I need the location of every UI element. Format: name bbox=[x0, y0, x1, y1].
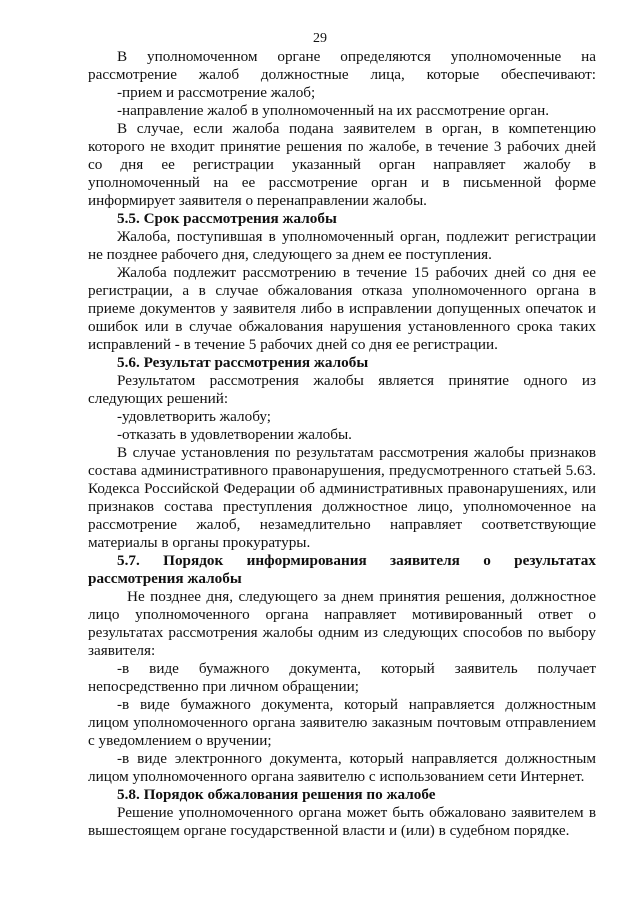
text-line: материалы в органы прокуратуры. bbox=[88, 534, 311, 551]
text-line: рассмотрение жалоб должностные лица, которые обеспечивают: bbox=[88, 66, 596, 83]
text-line: Жалоба подлежит рассмотрению в течение 15 рабочих дней со дня ее bbox=[117, 264, 596, 281]
text-line: результатах рассмотрения жалобы одним из следующих способов по выбору bbox=[88, 624, 596, 641]
text-line: не позднее рабочего дня, следующего за днем ее поступления. bbox=[88, 246, 492, 263]
text-line: уполномоченный на ее рассмотрение орган и в письменной форме bbox=[88, 174, 596, 191]
text-line: Решение уполномоченного органа может быть обжаловано заявителем в bbox=[117, 804, 596, 821]
text-line: Жалоба, поступившая в уполномоченный орган, подлежит регистрации bbox=[117, 228, 596, 245]
text-line: регистрации, а в случае обжалования отказа уполномоченного органа в bbox=[88, 282, 596, 299]
text-line: лицом уполномоченного органа заявителю заказным почтовым отправлением bbox=[88, 714, 596, 731]
text-line: Результатом рассмотрения жалобы является принятие одного из bbox=[117, 372, 596, 389]
text-line: -отказать в удовлетворении жалобы. bbox=[117, 426, 352, 443]
text-line: рассмотрение жалоб, незамедлительно направляет соответствующие bbox=[88, 516, 596, 533]
section-heading: 5.6. Результат рассмотрения жалобы bbox=[117, 354, 369, 371]
text-line: признаков состава преступления должностное лицо, уполномоченное на bbox=[88, 498, 596, 515]
text-line: следующих решений: bbox=[88, 390, 229, 407]
text-line: с уведомлением о вручении; bbox=[88, 732, 272, 749]
text-line: -прием и рассмотрение жалоб; bbox=[117, 84, 316, 101]
text-line: лицом уполномоченного органа заявителю с использованием сети Интернет. bbox=[88, 768, 585, 785]
page-number: 29 bbox=[313, 31, 327, 46]
text-line: В случае установления по результатам рассмотрения жалобы признаков bbox=[117, 444, 596, 461]
section-heading: 5.5. Срок рассмотрения жалобы bbox=[117, 210, 337, 227]
text-line: -направление жалоб в уполномоченный на их рассмотрение орган. bbox=[117, 102, 550, 119]
text-line: -удовлетворить жалобу; bbox=[117, 408, 271, 425]
text-line: исправлений - в течение 5 рабочих дней со дня ее регистрации. bbox=[88, 336, 498, 353]
text-line: непосредственно при личном обращении; bbox=[88, 678, 359, 695]
text-line: заявителя: bbox=[88, 642, 156, 659]
text-line: -в виде электронного документа, который направляется должностным bbox=[117, 750, 596, 767]
text-line: В случае, если жалоба подана заявителем в орган, в компетенцию bbox=[117, 120, 596, 137]
section-heading: 5.7. Порядок информирования заявителя о результатах bbox=[117, 552, 596, 569]
text-line: вышестоящем органе государственной власти и (или) в судебном порядке. bbox=[88, 822, 570, 839]
text-line: -в виде бумажного документа, который заявитель получает bbox=[117, 660, 596, 677]
section-heading: 5.8. Порядок обжалования решения по жалобе bbox=[117, 786, 436, 803]
section-heading: рассмотрения жалобы bbox=[88, 570, 242, 587]
text-line: лицо уполномоченного органа направляет мотивированный ответ о bbox=[88, 606, 596, 623]
text-line: Не позднее дня, следующего за днем принятия решения, должностное bbox=[127, 588, 596, 605]
text-line: которого не входит принятие решения по жалобе, в течение 3 рабочих дней bbox=[88, 138, 596, 155]
text-line: информирует заявителя о перенаправлении жалобы. bbox=[88, 192, 427, 209]
text-line: ошибок или в случае обжалования нарушения установленного срока таких bbox=[88, 318, 596, 335]
text-line: состава административного правонарушения, предусмотренного статьей 5.63. bbox=[88, 462, 596, 479]
text-line: -в виде бумажного документа, который направляется должностным bbox=[117, 696, 596, 713]
text-line: В уполномоченном органе определяются уполномоченные на bbox=[117, 48, 596, 65]
text-line: приеме документов у заявителя либо в исправлении допущенных опечаток и bbox=[88, 300, 596, 317]
text-line: со дня ее регистрации указанный орган направляет жалобу в bbox=[88, 156, 596, 173]
text-line: Кодекса Российской Федерации об административных правонарушениях, или bbox=[88, 480, 596, 497]
